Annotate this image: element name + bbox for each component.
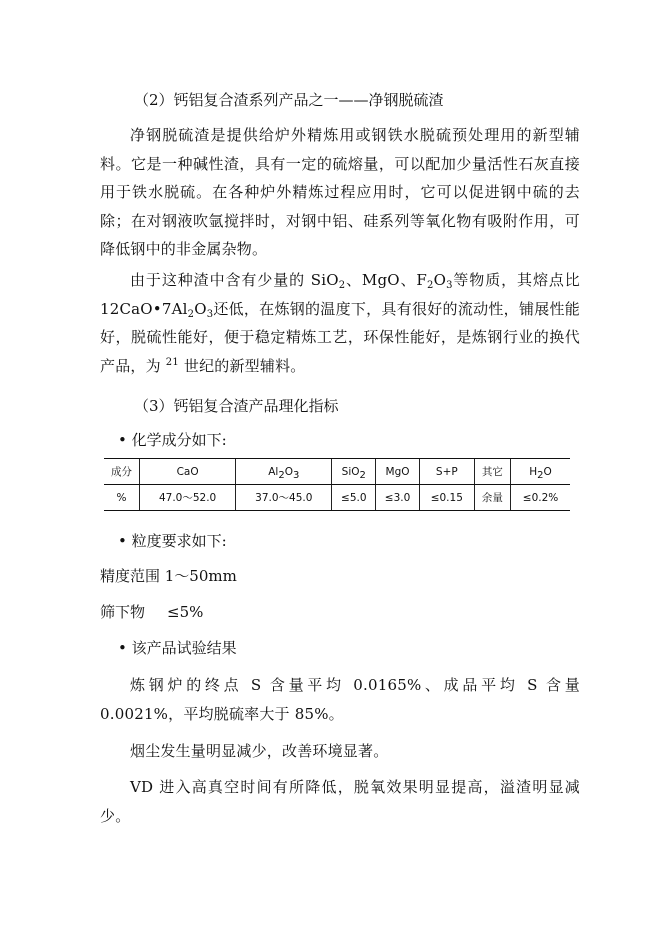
para2-text-2: 、MgO、F bbox=[345, 271, 428, 289]
header-cell bbox=[376, 459, 420, 485]
para2-text-4: 等物质，其熔点比12CaO•7Al bbox=[100, 271, 580, 318]
header-cell bbox=[419, 459, 474, 485]
para2-sup-century: 21 bbox=[165, 356, 179, 368]
value-cell: % bbox=[104, 485, 140, 511]
value-cell: 37.0～45.0 bbox=[236, 485, 332, 511]
para2-sub-5: 3 bbox=[206, 308, 214, 320]
para2-text-1: 由于这种渣中含有少量的 SiO bbox=[130, 271, 339, 289]
value-cell: 余量 bbox=[474, 485, 510, 511]
header-cell bbox=[104, 459, 140, 485]
result-sulfur-content: 炼钢炉的终点 S 含量平均 0.0165%、成品平均 S 含量 0.0021%，平均脱硫率大于 85%。 bbox=[100, 676, 580, 723]
sieve-label: 筛下物 bbox=[100, 603, 146, 621]
header-cell bbox=[236, 459, 332, 485]
header-sub: 3 bbox=[292, 469, 300, 481]
bullet-particle-size: • 粒度要求如下: bbox=[118, 532, 227, 550]
chemical-composition-table bbox=[104, 458, 570, 511]
header-text: S+P bbox=[435, 465, 458, 478]
para2-sub-4: 2 bbox=[187, 308, 195, 320]
paragraph-melting-point bbox=[100, 266, 580, 380]
para2-text-3: O bbox=[433, 271, 447, 289]
para2-text-5: O bbox=[194, 299, 207, 318]
header-text: Al bbox=[268, 465, 279, 478]
section-2-heading: （2）钙铝复合渣系列产品之一——净钢脱硫渣 bbox=[134, 91, 444, 109]
bullet-test-results: • 该产品试验结果 bbox=[118, 639, 237, 657]
header-text: O bbox=[284, 465, 293, 478]
para2-text-7: 世纪的新型辅料。 bbox=[178, 356, 306, 375]
header-text: O bbox=[543, 465, 552, 478]
size-range-line: 精度范围 1～50mm bbox=[100, 567, 237, 585]
value-cell: ≤5.0 bbox=[332, 485, 376, 511]
header-cell bbox=[474, 459, 510, 485]
header-text: H bbox=[529, 465, 538, 478]
sieve-line bbox=[100, 601, 203, 622]
header-text: 成分 bbox=[111, 466, 132, 478]
header-text: CaO bbox=[176, 465, 199, 478]
para2-text-6: 还低，在炼钢的温度下，具有很好的流动性，铺展性能好，脱硫性能好，便于稳定精炼工艺，环保性能好，是炼钢行业的换代产品，为 bbox=[100, 299, 580, 375]
value-cell: ≤3.0 bbox=[376, 485, 420, 511]
value-cell: 47.0～52.0 bbox=[140, 485, 236, 511]
result-dust-reduction: 烟尘发生量明显减少，改善环境显著。 bbox=[130, 742, 389, 760]
para2-sub-2: 2 bbox=[427, 280, 434, 291]
paragraph-desulfurization-slag: 净钢脱硫渣是提供给炉外精炼用或钢铁水脱硫预处理用的新型辅料。它是一种碱性渣，具有一定的硫熔量，可以配加少量活性石灰直接用于铁水脱硫。在各种炉外精炼过程应用时，它可以促进钢中硫的去除；在对钢液吹氩搅拌时，对钢中铝、硅系列等氧化物有吸附作用，可降低钢中的非金属杂物。 bbox=[100, 126, 580, 258]
table-header-row bbox=[104, 459, 570, 485]
header-text: MgO bbox=[385, 465, 410, 478]
header-sub: 2 bbox=[278, 469, 285, 481]
value-cell: ≤0.15 bbox=[419, 485, 474, 511]
value-cell: ≤0.2% bbox=[511, 485, 570, 511]
header-cell bbox=[140, 459, 236, 485]
para2-sub-1: 2 bbox=[338, 280, 346, 291]
header-text: 其它 bbox=[481, 466, 503, 478]
header-sub: 2 bbox=[359, 469, 366, 481]
table-value-row bbox=[104, 485, 570, 511]
section-3-heading: （3）钙铝复合渣产品理化指标 bbox=[134, 397, 339, 415]
header-cell bbox=[511, 459, 570, 485]
sieve-value: ≤5% bbox=[167, 603, 204, 621]
bullet-chemical-composition: • 化学成分如下: bbox=[118, 431, 227, 449]
header-sub: 2 bbox=[537, 469, 544, 481]
header-cell bbox=[332, 459, 376, 485]
result-vd-vacuum: VD 进入高真空时间有所降低，脱氧效果明显提高，溢渣明显减少。 bbox=[100, 778, 580, 825]
header-text: SiO bbox=[341, 465, 360, 478]
para2-sub-3: 3 bbox=[446, 280, 453, 291]
